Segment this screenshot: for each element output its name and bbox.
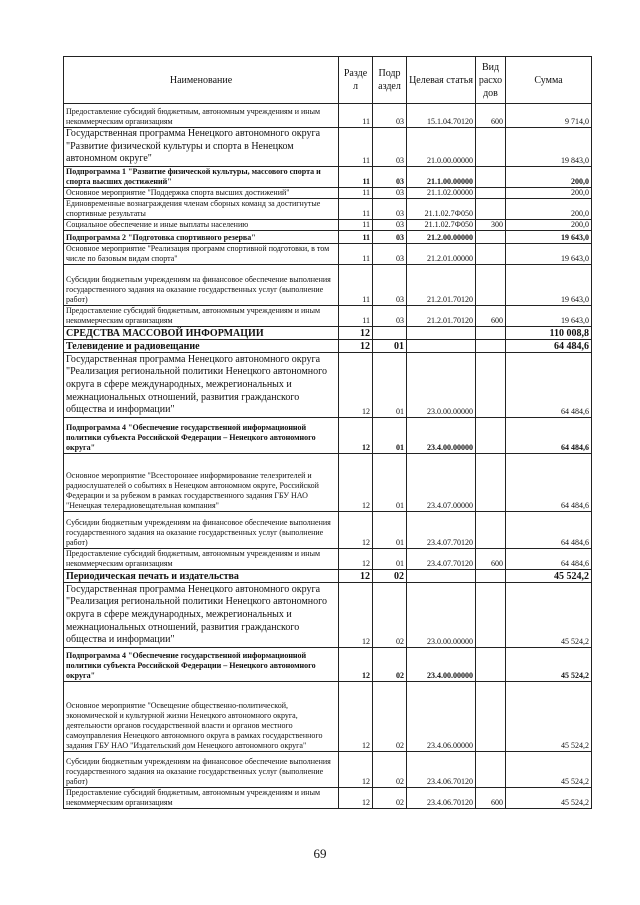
cell-podrazdel: 03 — [373, 305, 407, 326]
cell-razdel: 12 — [339, 681, 373, 751]
cell-name: Субсидии бюджетным учреждениям на финансовое обеспечение выполнения государственного задания на оказание государственных услуг (выполнение работ) — [64, 511, 339, 548]
cell-podrazdel: 01 — [373, 511, 407, 548]
table-row — [64, 264, 592, 305]
cell-podrazdel: 01 — [373, 352, 407, 417]
header-name: Наименование — [64, 57, 339, 104]
table-row — [64, 166, 592, 187]
cell-target: 23.0.00.00000 — [407, 352, 476, 417]
cell-target: 21.1.00.00000 — [407, 166, 476, 187]
table-row — [64, 243, 592, 264]
cell-razdel: 12 — [339, 326, 373, 339]
cell-podrazdel: 03 — [373, 166, 407, 187]
cell-target: 21.2.01.70120 — [407, 264, 476, 305]
cell-sum: 45 524,2 — [506, 582, 592, 647]
cell-name: Предоставление субсидий бюджетным, автономным учреждениям и иным некоммерческим организациям — [64, 305, 339, 326]
cell-sum: 19 643,0 — [506, 264, 592, 305]
cell-razdel: 11 — [339, 264, 373, 305]
cell-podrazdel: 03 — [373, 230, 407, 243]
cell-razdel: 12 — [339, 582, 373, 647]
cell-name: Основное мероприятие "Реализация программ спортивной подготовки, в том числе по базовым видам спорта" — [64, 243, 339, 264]
cell-razdel: 12 — [339, 511, 373, 548]
cell-podrazdel: 02 — [373, 582, 407, 647]
cell-podrazdel: 01 — [373, 417, 407, 453]
cell-name: Основное мероприятие "Поддержка спорта высших достижений" — [64, 187, 339, 198]
cell-vid — [476, 569, 506, 582]
cell-podrazdel: 03 — [373, 187, 407, 198]
cell-name: Подпрограмма 4 "Обеспечение государственной информационной политики субъекта Российской Федерации – Ненецкого автономного округа" — [64, 647, 339, 681]
cell-razdel: 11 — [339, 243, 373, 264]
cell-name: Подпрограмма 2 "Подготовка спортивного резерва" — [64, 230, 339, 243]
cell-podrazdel: 02 — [373, 681, 407, 751]
cell-sum: 200,0 — [506, 198, 592, 219]
cell-razdel: 12 — [339, 569, 373, 582]
cell-podrazdel: 02 — [373, 647, 407, 681]
header-razdel: Разде л — [339, 57, 373, 104]
cell-target: 21.2.01.00000 — [407, 243, 476, 264]
cell-sum: 9 714,0 — [506, 104, 592, 128]
cell-sum: 200,0 — [506, 187, 592, 198]
cell-podrazdel — [373, 326, 407, 339]
cell-target: 15.1.04.70120 — [407, 104, 476, 128]
table-row — [64, 187, 592, 198]
table-row — [64, 751, 592, 787]
cell-vid — [476, 326, 506, 339]
cell-podrazdel: 01 — [373, 339, 407, 352]
cell-name: Предоставление субсидий бюджетным, автономным учреждениям и иным некоммерческим организациям — [64, 548, 339, 569]
cell-target: 23.4.07.70120 — [407, 511, 476, 548]
cell-target: 23.0.00.00000 — [407, 582, 476, 647]
cell-sum: 64 484,6 — [506, 453, 592, 511]
table-body — [64, 104, 592, 809]
cell-vid — [476, 417, 506, 453]
table-row — [64, 305, 592, 326]
cell-vid — [476, 187, 506, 198]
cell-podrazdel: 02 — [373, 751, 407, 787]
cell-name: Единовременные вознаграждения членам сборных команд за достигнутые спортивные результаты — [64, 198, 339, 219]
cell-razdel: 12 — [339, 352, 373, 417]
cell-target: 21.1.02.00000 — [407, 187, 476, 198]
table-row — [64, 787, 592, 808]
cell-sum: 45 524,2 — [506, 647, 592, 681]
cell-vid — [476, 339, 506, 352]
cell-name: Предоставление субсидий бюджетным, автономным учреждениям и иным некоммерческим организациям — [64, 787, 339, 808]
table-row — [64, 104, 592, 128]
cell-target: 23.4.07.00000 — [407, 453, 476, 511]
cell-sum: 64 484,6 — [506, 511, 592, 548]
cell-razdel: 11 — [339, 305, 373, 326]
cell-target: 23.4.00.00000 — [407, 417, 476, 453]
cell-sum: 64 484,6 — [506, 548, 592, 569]
cell-sum: 19 843,0 — [506, 128, 592, 167]
cell-target — [407, 569, 476, 582]
cell-name: Социальное обеспечение и иные выплаты населению — [64, 219, 339, 230]
table-header — [64, 57, 592, 104]
cell-name: Основное мероприятие "Всестороннее информирование телезрителей и радиослушателей о событиях в Ненецком автономном округе, Российской Федерации и за рубежом в рамках государственного задания ГБУ НАО "Ненецкая телерадиовещательная компания" — [64, 453, 339, 511]
cell-name: Субсидии бюджетным учреждениям на финансовое обеспечение выполнения государственного задания на оказание государственных услуг (выполнение работ) — [64, 751, 339, 787]
table-row — [64, 219, 592, 230]
cell-vid — [476, 166, 506, 187]
cell-podrazdel: 03 — [373, 264, 407, 305]
table-row — [64, 511, 592, 548]
cell-razdel: 11 — [339, 230, 373, 243]
cell-vid — [476, 582, 506, 647]
table-row — [64, 326, 592, 339]
cell-vid — [476, 511, 506, 548]
cell-sum: 64 484,6 — [506, 417, 592, 453]
table-row — [64, 417, 592, 453]
cell-podrazdel: 03 — [373, 243, 407, 264]
cell-name: Субсидии бюджетным учреждениям на финансовое обеспечение выполнения государственного задания на оказание государственных услуг (выполнение работ) — [64, 264, 339, 305]
cell-target: 21.2.00.00000 — [407, 230, 476, 243]
cell-vid — [476, 198, 506, 219]
cell-name: Основное мероприятие "Освещение общественно-политической, экономической и культурной жизни Ненецкого автономного округа, деятельности органов государственной власти и органов местного самоуправления Ненецкого автономного округа в рамках государственного задания ГБУ НАО "Издательский дом Ненецкого автономного округа" — [64, 681, 339, 751]
cell-target: 21.2.01.70120 — [407, 305, 476, 326]
cell-podrazdel: 01 — [373, 548, 407, 569]
cell-sum: 200,0 — [506, 166, 592, 187]
cell-target: 21.1.02.7Ф050 — [407, 219, 476, 230]
cell-podrazdel: 02 — [373, 569, 407, 582]
cell-name: СРЕДСТВА МАССОВОЙ ИНФОРМАЦИИ — [64, 326, 339, 339]
cell-sum: 200,0 — [506, 219, 592, 230]
cell-podrazdel: 03 — [373, 198, 407, 219]
cell-name: Телевидение и радиовещание — [64, 339, 339, 352]
cell-podrazdel: 02 — [373, 787, 407, 808]
cell-razdel: 12 — [339, 417, 373, 453]
cell-sum: 45 524,2 — [506, 787, 592, 808]
cell-vid — [476, 264, 506, 305]
cell-vid — [476, 751, 506, 787]
cell-sum: 19 643,0 — [506, 305, 592, 326]
cell-razdel: 11 — [339, 198, 373, 219]
cell-name: Периодическая печать и издательства — [64, 569, 339, 582]
cell-vid: 300 — [476, 219, 506, 230]
cell-sum: 45 524,2 — [506, 751, 592, 787]
header-podrazdel: Подр аздел — [373, 57, 407, 104]
cell-vid: 600 — [476, 787, 506, 808]
cell-razdel: 12 — [339, 548, 373, 569]
cell-vid — [476, 352, 506, 417]
table-row — [64, 548, 592, 569]
cell-vid: 600 — [476, 305, 506, 326]
cell-target: 23.4.00.00000 — [407, 647, 476, 681]
cell-vid: 600 — [476, 548, 506, 569]
cell-vid — [476, 453, 506, 511]
header-target: Целевая статья — [407, 57, 476, 104]
cell-podrazdel: 01 — [373, 453, 407, 511]
table-row — [64, 582, 592, 647]
table-row — [64, 681, 592, 751]
cell-sum: 45 524,2 — [506, 681, 592, 751]
cell-name: Государственная программа Ненецкого автономного округа "Развитие физической культуры и спорта в Ненецком автономном округе" — [64, 128, 339, 167]
table-row — [64, 128, 592, 167]
cell-target: 23.4.07.70120 — [407, 548, 476, 569]
cell-podrazdel: 03 — [373, 128, 407, 167]
cell-sum: 64 484,6 — [506, 352, 592, 417]
cell-target — [407, 339, 476, 352]
cell-razdel: 11 — [339, 104, 373, 128]
cell-razdel: 12 — [339, 751, 373, 787]
cell-target: 23.4.06.70120 — [407, 751, 476, 787]
cell-target — [407, 326, 476, 339]
cell-vid: 600 — [476, 104, 506, 128]
cell-name: Предоставление субсидий бюджетным, автономным учреждениям и иным некоммерческим организациям — [64, 104, 339, 128]
cell-razdel: 11 — [339, 187, 373, 198]
cell-razdel: 11 — [339, 219, 373, 230]
table-row — [64, 647, 592, 681]
cell-name: Подпрограмма 1 "Развитие физической культуры, массового спорта и спорта высших достижений" — [64, 166, 339, 187]
table-row — [64, 339, 592, 352]
table-row — [64, 352, 592, 417]
cell-target: 21.1.02.7Ф050 — [407, 198, 476, 219]
cell-podrazdel: 03 — [373, 219, 407, 230]
page-number: 69 — [313, 846, 327, 861]
cell-target: 21.0.00.00000 — [407, 128, 476, 167]
cell-podrazdel: 03 — [373, 104, 407, 128]
table-row — [64, 230, 592, 243]
table-row — [64, 569, 592, 582]
cell-vid — [476, 128, 506, 167]
cell-target: 23.4.06.70120 — [407, 787, 476, 808]
header-sum: Сумма — [506, 57, 592, 104]
table-row — [64, 198, 592, 219]
table-row — [64, 453, 592, 511]
cell-razdel: 12 — [339, 647, 373, 681]
header-vid: Вид расхо дов — [476, 57, 506, 104]
cell-vid — [476, 647, 506, 681]
cell-name: Государственная программа Ненецкого автономного округа "Реализация региональной политики Ненецкого автономного округа в сфере международных, межрегиональных и межнациональных отношений, развития гражданского общества и информации" — [64, 582, 339, 647]
cell-sum: 19 643,0 — [506, 243, 592, 264]
cell-vid — [476, 681, 506, 751]
cell-sum: 19 643,0 — [506, 230, 592, 243]
cell-target: 23.4.06.00000 — [407, 681, 476, 751]
cell-sum: 64 484,6 — [506, 339, 592, 352]
cell-vid — [476, 243, 506, 264]
cell-vid — [476, 230, 506, 243]
budget-table — [63, 56, 592, 809]
cell-razdel: 12 — [339, 453, 373, 511]
cell-sum: 110 008,8 — [506, 326, 592, 339]
cell-razdel: 12 — [339, 339, 373, 352]
cell-razdel: 12 — [339, 787, 373, 808]
cell-name: Государственная программа Ненецкого автономного округа "Реализация региональной политики Ненецкого автономного округа в сфере международных, межрегиональных и межнациональных отношений, развития гражданского общества и информации" — [64, 352, 339, 417]
cell-name: Подпрограмма 4 "Обеспечение государственной информационной политики субъекта Российской Федерации – Ненецкого автономного округа" — [64, 417, 339, 453]
cell-razdel: 11 — [339, 166, 373, 187]
cell-sum: 45 524,2 — [506, 569, 592, 582]
cell-razdel: 11 — [339, 128, 373, 167]
